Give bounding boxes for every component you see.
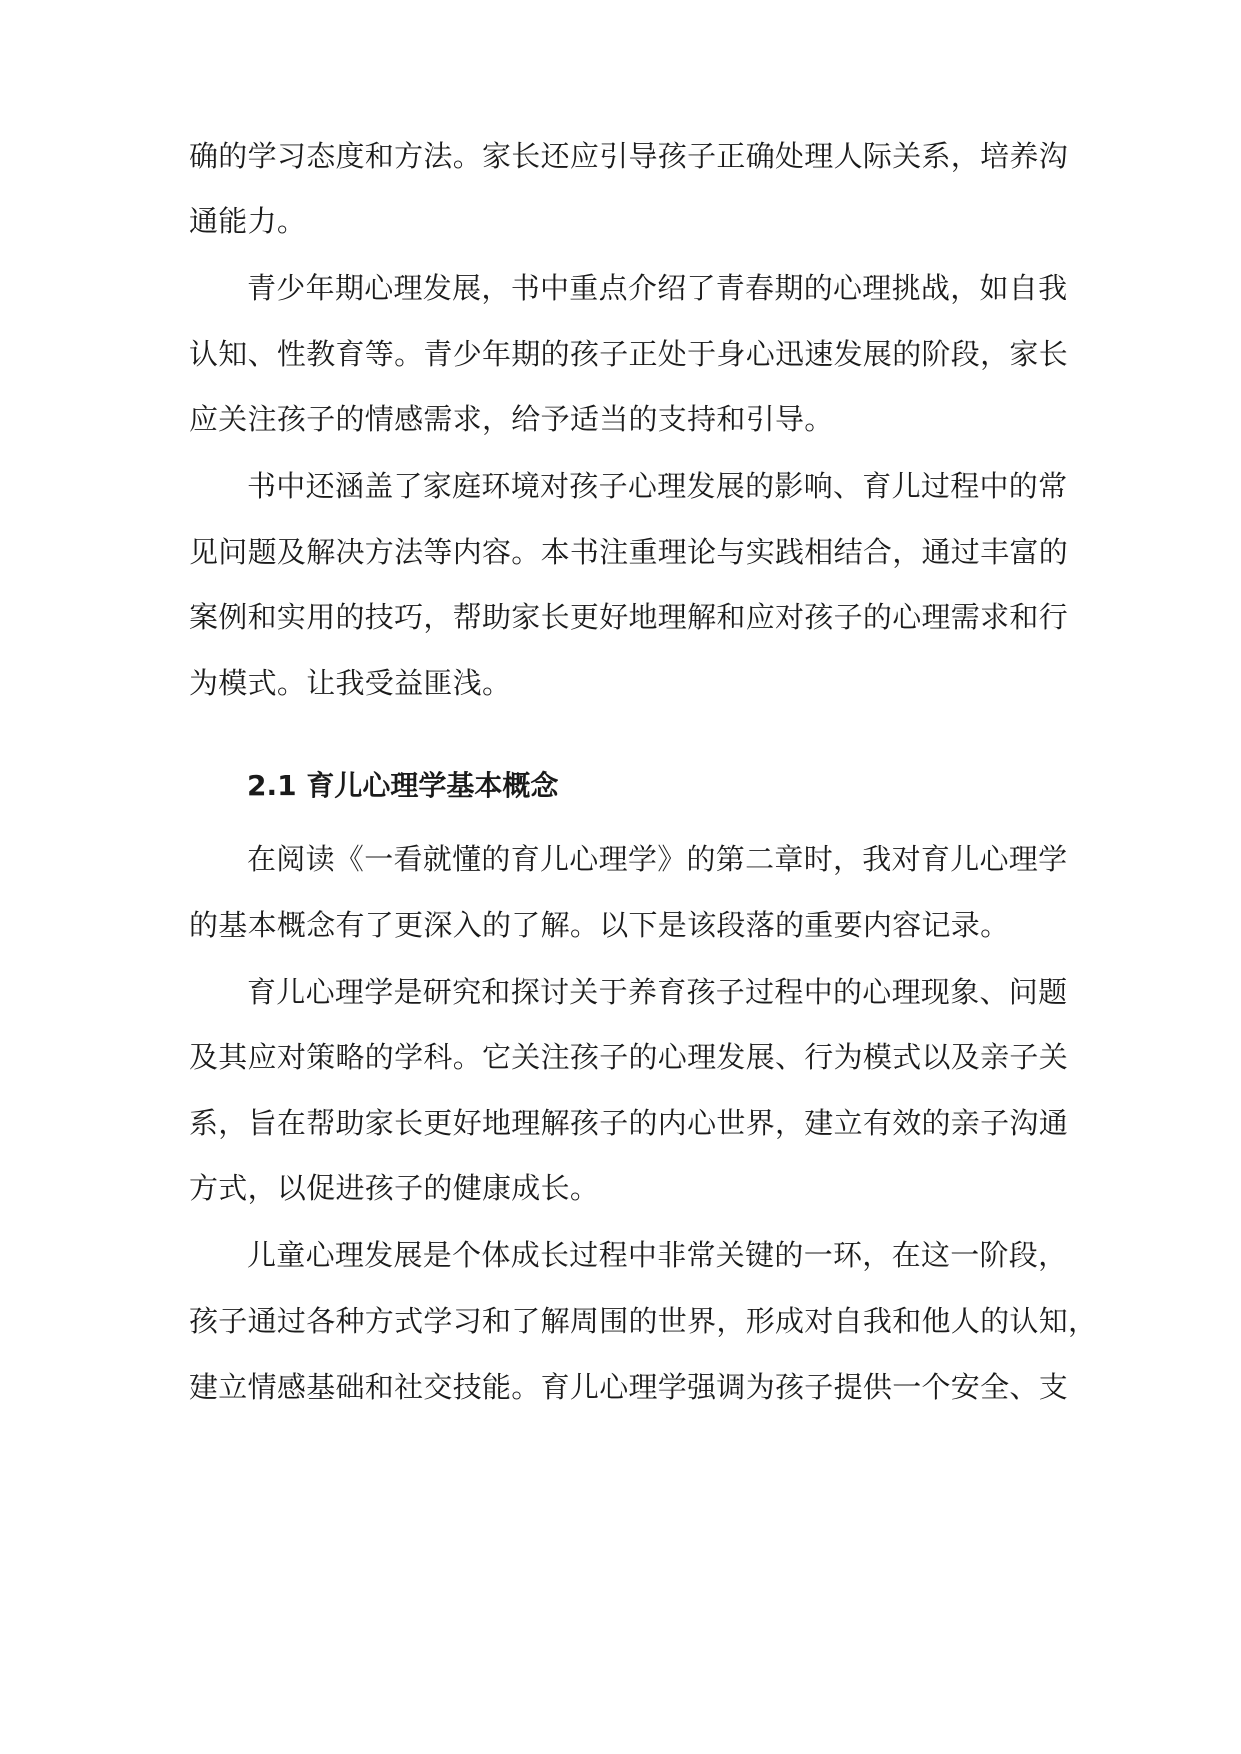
paragraph-5-line-2: 及其应对策略的学科。它关注孩子的心理发展、行为模式以及亲子关 bbox=[189, 1040, 1069, 1074]
paragraph-5-line-3: 系，旨在帮助家长更好地理解孩子的内心世界，建立有效的亲子沟通 bbox=[189, 1106, 1069, 1140]
paragraph-6-line-1: 儿童心理发展是个体成长过程中非常关键的一环，在这一阶段， bbox=[247, 1238, 1068, 1272]
paragraph-4-line-1: 在阅读《一看就懂的育儿心理学》的第二章时，我对育儿心理学 bbox=[247, 842, 1068, 876]
paragraph-3-line-2: 见问题及解决方法等内容。本书注重理论与实践相结合，通过丰富的 bbox=[189, 535, 1069, 569]
paragraph-5-line-1: 育儿心理学是研究和探讨关于养育孩子过程中的心理现象、问题 bbox=[247, 975, 1068, 1009]
paragraph-1-line-2: 通能力。 bbox=[189, 204, 307, 238]
paragraph-3-line-3: 案例和实用的技巧，帮助家长更好地理解和应对孩子的心理需求和行 bbox=[189, 600, 1069, 634]
paragraph-6-line-2: 孩子通过各种方式学习和了解周围的世界，形成对自我和他人的认知， bbox=[189, 1304, 1098, 1338]
paragraph-3-line-1: 书中还涵盖了家庭环境对孩子心理发展的影响、育儿过程中的常 bbox=[247, 469, 1068, 503]
paragraph-2-line-1: 青少年期心理发展，书中重点介绍了青春期的心理挑战，如自我 bbox=[247, 271, 1068, 305]
paragraph-3-line-4: 为模式。让我受益匪浅。 bbox=[189, 666, 512, 700]
paragraph-6-line-3: 建立情感基础和社交技能。育儿心理学强调为孩子提供一个安全、支 bbox=[189, 1370, 1069, 1404]
paragraph-1-line-1: 确的学习态度和方法。家长还应引导孩子正确处理人际关系，培养沟 bbox=[189, 139, 1069, 173]
paragraph-5-line-4: 方式，以促进孩子的健康成长。 bbox=[189, 1171, 600, 1205]
section-heading: 2.1 育儿心理学基本概念 bbox=[247, 769, 559, 802]
paragraph-2-line-3: 应关注孩子的情感需求，给予适当的支持和引导。 bbox=[189, 402, 834, 436]
paragraph-4-line-2: 的基本概念有了更深入的了解。以下是该段落的重要内容记录。 bbox=[189, 908, 1010, 942]
paragraph-2-line-2: 认知、性教育等。青少年期的孩子正处于身心迅速发展的阶段，家长 bbox=[189, 337, 1069, 371]
